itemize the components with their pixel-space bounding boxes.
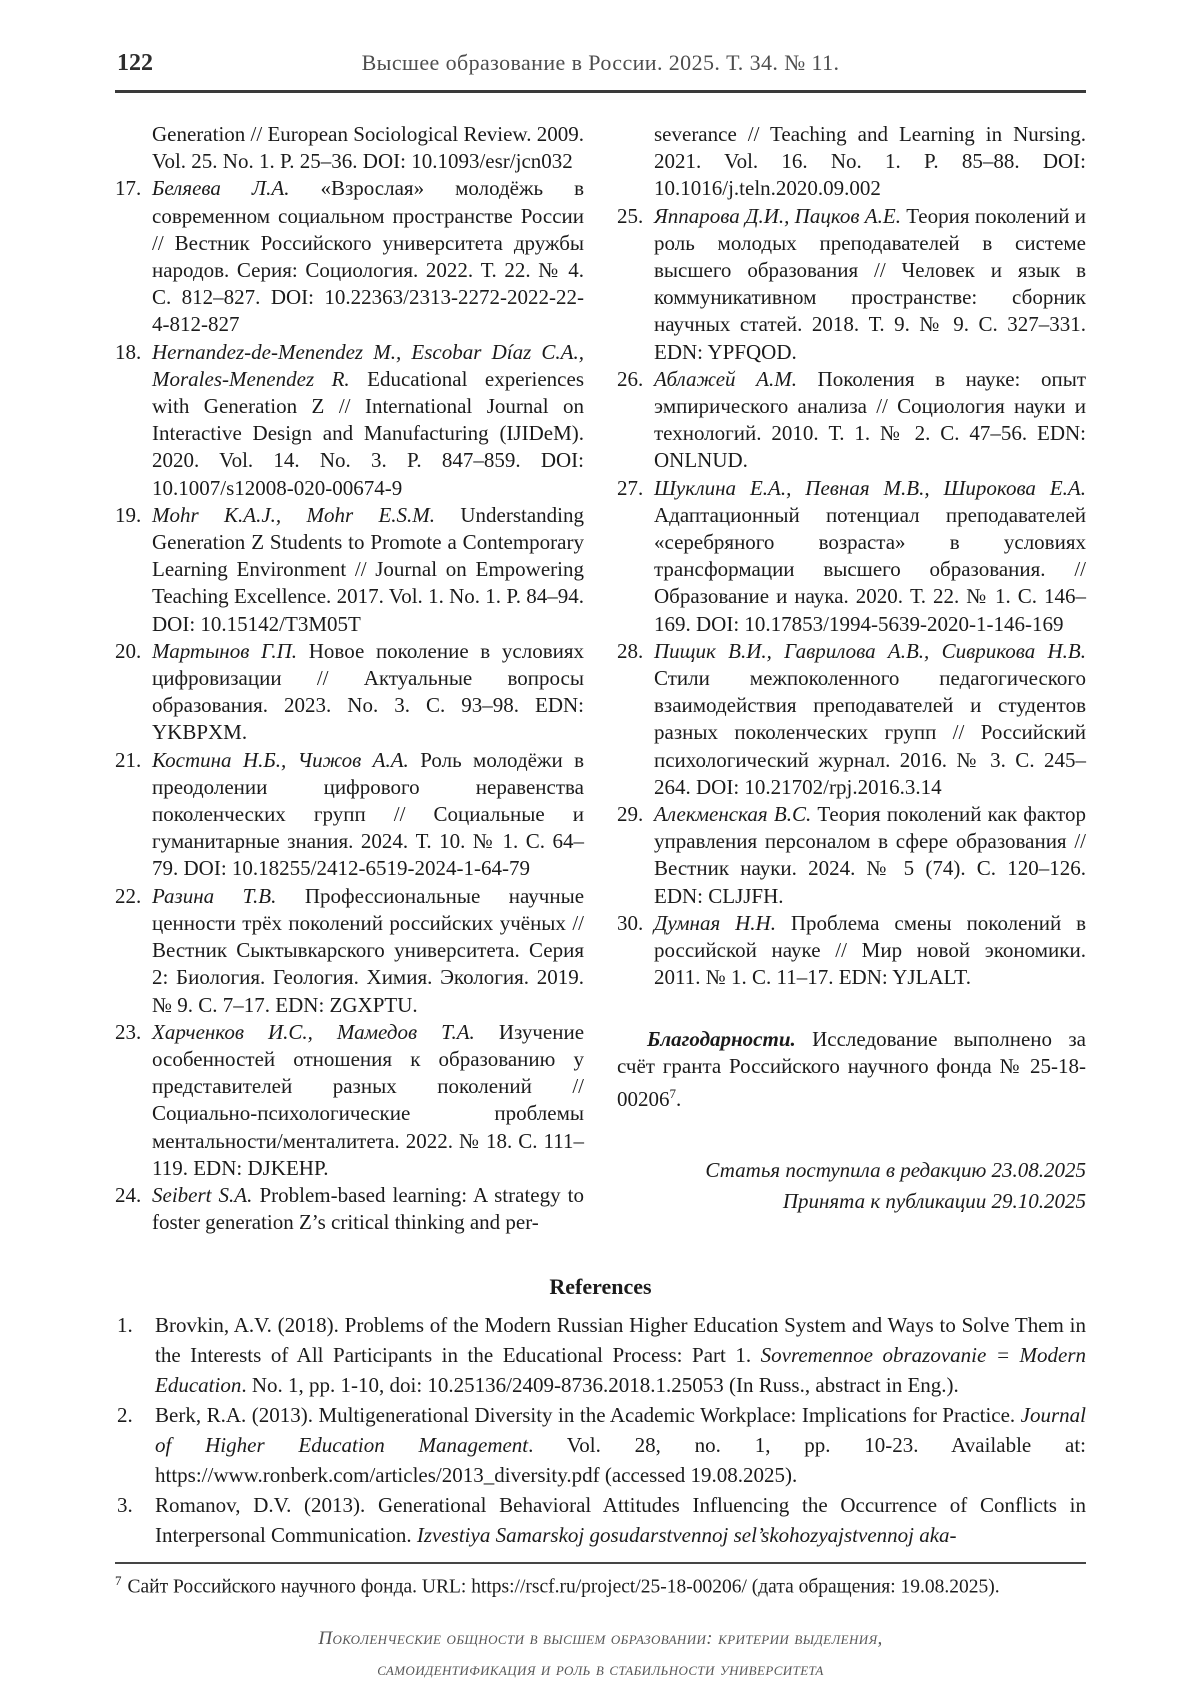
reference-text: Теория поколений и роль молодых преподавателей в системе высшего образования // Человек и язык в коммуникативном пространстве: сборник научных статей. 2018. Т. 9. № 9. С. 327–331. EDN: YPFQOD.	[654, 203, 1086, 364]
reference-text: severance // Teaching and Learning in Nursing. 2021. Vol. 16. No. 1. P. 85–88. DOI: 10.1016/j.teln.2020.09.002	[654, 122, 1086, 201]
reference-number: 2.	[117, 1403, 133, 1428]
footnote-block	[115, 1562, 1086, 1599]
reference-item	[115, 747, 584, 883]
reference-number: 25.	[617, 203, 644, 228]
acknowledgments-period: .	[676, 1086, 682, 1111]
reference-text: Поколения в науке: опыт эмпирического анализа // Социология науки и технологий. 2010. Т. 1. № 2. С. 47–56. EDN: ONLNUD.	[654, 366, 1086, 473]
reference-journal-name: Journal of Higher Education Management	[155, 1403, 1086, 1458]
reference-number: 19.	[115, 502, 142, 527]
reference-text: «Взрослая» молодёжь в современном социальном пространстве России // Вестник Российского университета дружбы народов. Серия: Социология. 2022. Т. 22. № 4. С. 812–827. DOI: 10.22363/2313-2272-2022-22-4-812-827	[152, 176, 585, 337]
english-references-section	[115, 1274, 1086, 1550]
footer-title-line-1: Поколенческие общности в высшем образовании: критерии выделения,	[318, 1627, 883, 1649]
article-dates	[617, 1155, 1086, 1217]
reference-item	[115, 339, 584, 502]
reference-text: Проблема смены поколений в российской науке // Мир новой экономики. 2011. № 1. С. 11–17. EDN: YJLALT.	[654, 910, 1087, 990]
reference-item	[115, 121, 584, 175]
reference-number: 21.	[115, 747, 142, 772]
reference-item	[115, 1019, 584, 1182]
running-footer	[115, 1623, 1086, 1685]
reference-number: 29.	[617, 802, 644, 827]
reference-number: 28.	[617, 638, 644, 663]
reference-item	[115, 502, 584, 638]
reference-text: Адаптационный потенциал преподавателей «серебряного возраста» в условиях трансформации высшего образования. // Образование и наука. 2020. Т. 22. № 1. С. 146–169. DOI: 10.17853/1994-5639-2020-1-146-169	[654, 502, 1086, 636]
reference-text-pre: Romanov, D.V. (2013). Generational Behavioral Attitudes Influencing the Occurrence of Conflicts in Interpersonal Communication.	[155, 1493, 1086, 1548]
reference-text: Роль молодёжи в преодолении цифрового неравенства поколенческих групп // Социальные и гуманитарные знания. 2024. Т. 10. № 1. С. 64–79. DOI: 10.18255/2412-6519-2024-1-64-79	[152, 747, 585, 881]
reference-item	[617, 203, 1086, 366]
reference-text-pre: Berk, R.A. (2013). Multigenerational Diversity in the Academic Workplace: Implications for Practice.	[155, 1403, 1021, 1428]
reference-number: 20.	[115, 638, 142, 663]
reference-authors: Костина Н.Б., Чижов А.А.	[152, 747, 409, 772]
reference-number: 1.	[117, 1313, 133, 1338]
footer-title-line-2: самоидентификация и роль в стабильности университета	[377, 1658, 824, 1680]
acknowledgments-paragraph	[617, 1026, 1086, 1114]
reference-item	[617, 121, 1086, 203]
right-column-reference-list	[617, 121, 1086, 992]
reference-authors: Мартынов Г.П.	[152, 638, 298, 663]
footnote-text: Сайт Российского научного фонда. URL: https://rscf.ru/project/25-18-00206/ (дата обращения: 19.08.2025).	[127, 1576, 1000, 1598]
reference-authors: Mohr K.A.J., Mohr E.S.M.	[152, 502, 436, 527]
reference-item	[617, 366, 1086, 475]
reference-authors: Пищик В.И., Гаврилова А.В., Сиврикова Н.В.	[654, 638, 1086, 663]
footnote-reference-mark: 7	[669, 1085, 676, 1101]
reference-number: 18.	[115, 339, 142, 364]
reference-item	[115, 1182, 584, 1236]
english-reference-list	[115, 1310, 1086, 1550]
references-heading: References	[549, 1274, 652, 1300]
reference-text-post: . Vol. 28, no. 1, pp. 10-23. Available at: https://www.ronberk.com/articles/2013_diversity.pdf (accessed 19.08.2025).	[155, 1433, 1086, 1488]
reference-text: Problem-based learning: A strategy to foster generation Z’s critical thinking and per-	[152, 1182, 585, 1235]
reference-number: 23.	[115, 1019, 142, 1044]
accepted-date-line: Принята к публикации 29.10.2025	[782, 1189, 1086, 1214]
reference-text: Educational experiences with Generation Z // International Journal on Interactive Design and Manufacturing (IJIDeM). 2020. Vol. 14. No. 3. P. 847–859. DOI: 10.1007/s12008-020-00674-9	[152, 366, 584, 500]
reference-item	[115, 883, 584, 1019]
reference-authors: Думная Н.Н.	[654, 910, 776, 935]
page-number: 122	[117, 50, 153, 76]
reference-item	[617, 475, 1086, 638]
reference-authors: Аблажей А.М.	[654, 366, 797, 391]
reference-number: 22.	[115, 883, 142, 908]
reference-number: 30.	[617, 910, 644, 935]
reference-authors: Hernandez-de-Menendez M., Escobar Díaz C.A., Morales-Menendez R.	[152, 339, 584, 391]
acknowledgments-label: Благодарности.	[647, 1026, 796, 1051]
reference-authors: Алекменская В.С.	[654, 802, 812, 827]
reference-item-en	[115, 1490, 1086, 1550]
reference-authors: Харченков И.С., Мамедов Т.А.	[152, 1019, 475, 1044]
journal-title-line: Высшее образование в России. 2025. Т. 34. № 11.	[361, 50, 840, 75]
reference-number: 17.	[115, 176, 142, 201]
reference-authors: Разина Т.В.	[152, 883, 277, 908]
reference-item	[115, 638, 584, 747]
reference-number: 24.	[115, 1182, 142, 1207]
acknowledgments-text: Исследование выполнено за счёт гранта Российского научного фонда № 25-18-00206	[617, 1026, 1086, 1111]
reference-authors: Беляева Л.А.	[152, 176, 290, 201]
reference-text: Generation // European Sociological Review. 2009. Vol. 25. No. 1. P. 25–36. DOI: 10.1093/esr/jcn032	[152, 122, 584, 174]
reference-number: 3.	[117, 1493, 133, 1518]
reference-text: Новое поколение в условиях цифровизации // Актуальные вопросы образования. 2023. No. 3. С. 93–98. EDN: YKBPXM.	[152, 638, 585, 745]
reference-authors: Seibert S.A.	[152, 1182, 253, 1207]
reference-item-en	[115, 1310, 1086, 1400]
reference-item-en	[115, 1400, 1086, 1490]
page-header	[115, 50, 1086, 93]
reference-journal-name: Sovremennoe obrazovanie = Modern Education	[155, 1343, 1086, 1398]
reference-text: Стили межпоколенного педагогического взаимодействия преподавателей и студентов разных поколенческих групп // Российский психологический журнал. 2016. № 3. С. 245–264. DOI: 10.21702/rpj.2016.3.14	[654, 666, 1086, 799]
reference-item	[617, 801, 1086, 910]
footnote-mark: 7	[115, 1573, 122, 1589]
received-date-line: Статья поступила в редакцию 23.08.2025	[705, 1158, 1086, 1183]
right-column	[617, 121, 1086, 1217]
reference-text-post: . No. 1, pp. 1-10, doi: 10.25136/2409-8736.2018.1.25053 (In Russ., abstract in Eng.).	[241, 1373, 959, 1398]
left-column-reference-list	[115, 121, 584, 1236]
reference-item	[115, 175, 584, 338]
reference-text: Understanding Generation Z Students to Promote a Contemporary Learning Environment // Journal on Empowering Teaching Excellence. 2017. Vol. 1. No. 1. P. 84–94. DOI: 10.15142/T3M05T	[152, 502, 585, 636]
reference-number: 27.	[617, 475, 644, 500]
reference-text: Профессиональные научные ценности трёх поколений российских учёных // Вестник Сыктывкарского университета. Серия 2: Биология. Геология. Химия. Экология. 2019. № 9. С. 7–17. EDN: ZGXPTU.	[152, 883, 585, 1017]
two-column-reference-area	[115, 121, 1086, 1236]
reference-authors: Шуклина Е.А., Певная М.В., Широкова Е.А.	[654, 475, 1086, 500]
reference-text-pre: Brovkin, A.V. (2018). Problems of the Modern Russian Higher Education System and Ways to Solve Them in the Interests of All Participants in the Educational Process: Part 1.	[155, 1313, 1086, 1368]
reference-authors: Яппарова Д.И., Пацков А.Е.	[654, 203, 901, 228]
reference-text: Теория поколений как фактор управления персоналом в сфере образования // Вестник науки. 2024. № 5 (74). С. 120–126. EDN: CLJJFH.	[654, 802, 1086, 908]
reference-item	[617, 910, 1086, 992]
reference-number: 26.	[617, 366, 644, 391]
reference-journal-name: Izvestiya Samarskoj gosudarstvennoj sel’skohozyajstvennoj aka-	[416, 1523, 957, 1548]
reference-item	[617, 638, 1086, 801]
reference-text: Изучение особенностей отношения к образованию у представителей разных поколений // Социально-психологические проблемы ментальности/менталитета. 2022. № 18. С. 111–119. EDN: DJKEHP.	[152, 1019, 585, 1180]
